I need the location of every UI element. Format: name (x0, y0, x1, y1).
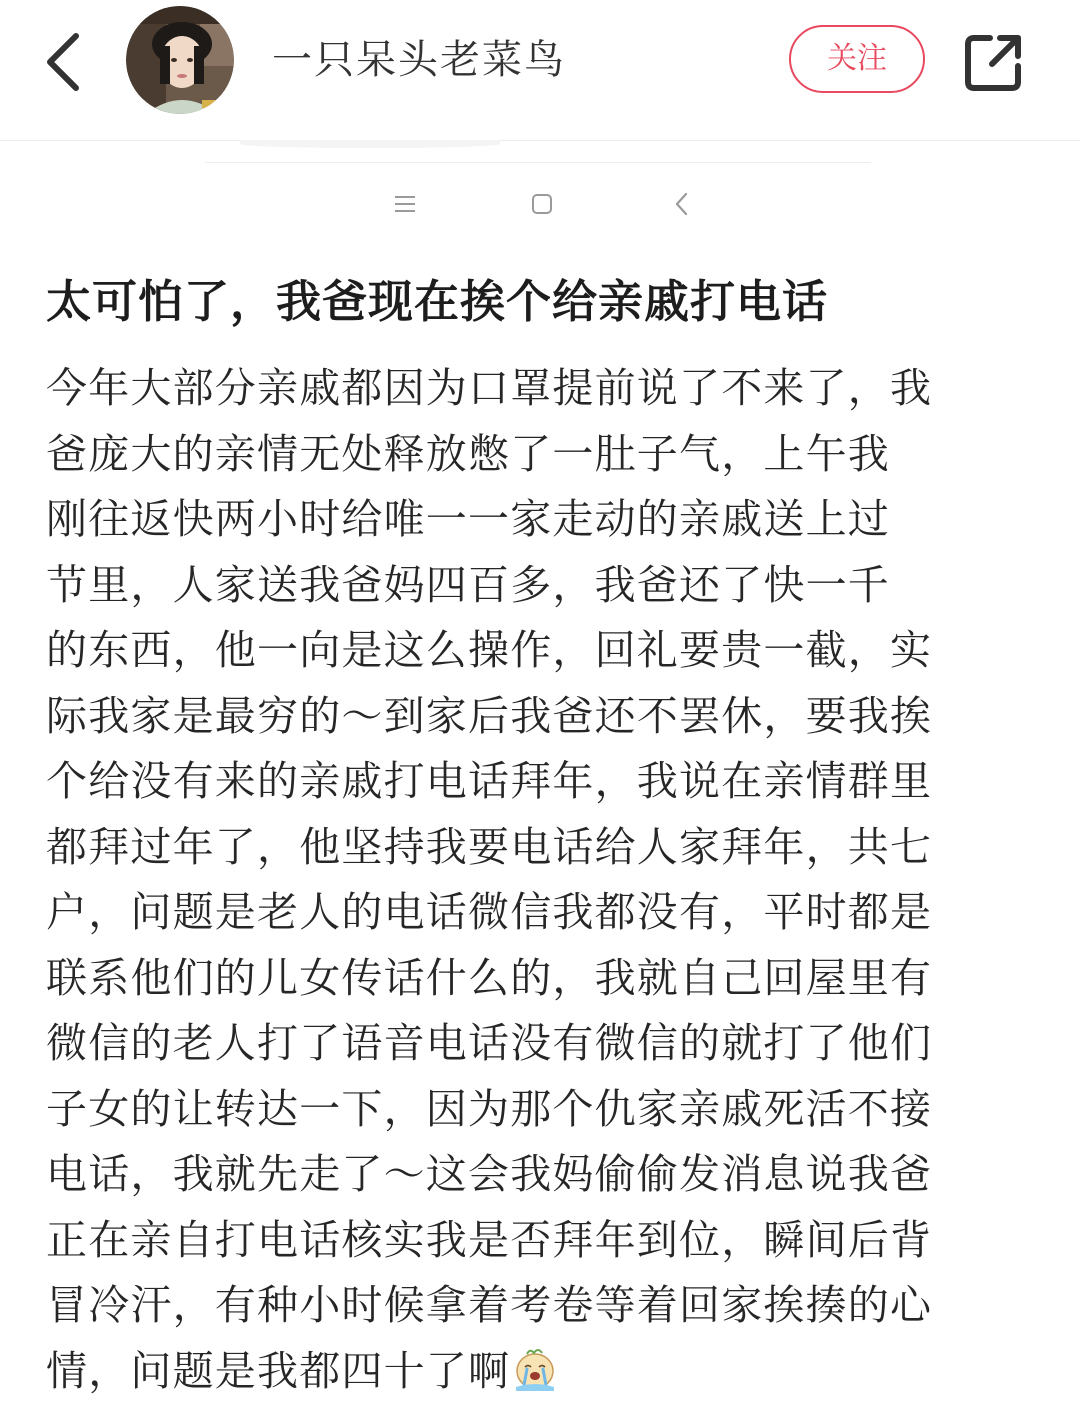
post-line: 今年大部分亲戚都因为口罩提前说了不来了，我 (46, 364, 933, 412)
crying-emoji-icon (512, 1345, 558, 1391)
home-square-icon (530, 192, 554, 216)
post-line: 电话，我就先走了～这会我妈偷偷发消息说我爸 (46, 1150, 933, 1198)
post-line: 都拜过年了，他坚持我要电话给人家拜年，共七 (46, 822, 933, 871)
avatar[interactable] (126, 6, 234, 114)
post-line-text: 情，问题是我都四十了啊 (46, 1346, 511, 1395)
follow-button[interactable]: 关注 (789, 25, 925, 93)
post-line: 子女的让转达一下，因为那个仇家亲戚死活不接 (46, 1084, 933, 1133)
embedded-divider (205, 162, 871, 163)
post-line: 爸庞大的亲情无处释放憋了一肚子气，上午我 (46, 429, 890, 478)
post-title: 太可怕了，我爸现在挨个给亲戚打电话 (46, 275, 829, 328)
post-line: 的东西，他一向是这么操作，回礼要贵一截，实 (46, 626, 933, 674)
top-bar (0, 0, 1080, 141)
embedded-shadow (240, 140, 500, 148)
post-line: 节里，人家送我爸妈四百多，我爸还了快一千 (46, 560, 890, 609)
back-button[interactable] (36, 22, 96, 102)
post-line: 微信的老人打了语音电话没有微信的就打了他们 (46, 1019, 933, 1067)
share-icon (958, 26, 1030, 98)
post-line: 冒冷汗，有种小时候拿着考卷等着回家挨揍的心 (46, 1281, 933, 1329)
post-line-last (46, 1339, 1036, 1405)
chevron-left-icon (36, 22, 96, 102)
share-button[interactable] (958, 26, 1030, 98)
avatar-image (126, 6, 234, 114)
post-line: 户，问题是老人的电话微信我都没有，平时都是 (46, 888, 933, 936)
post-line: 正在亲自打电话核实我是否拜年到位，瞬间后背 (46, 1215, 933, 1264)
post-line: 刚往返快两小时给唯一一家走动的亲戚送上过 (46, 495, 890, 543)
post-line: 际我家是最穷的～到家后我爸还不罢休，要我挨 (46, 691, 933, 740)
username[interactable]: 一只呆头老菜鸟 (272, 37, 566, 83)
post-body (46, 356, 1036, 1404)
menu-icon (392, 192, 418, 216)
back-chevron-icon (672, 190, 692, 218)
post-line: 个给没有来的亲戚打电话拜年，我说在亲情群里 (46, 757, 933, 805)
post-line: 联系他们的儿女传话什么的，我就自己回屋里有 (46, 953, 933, 1002)
